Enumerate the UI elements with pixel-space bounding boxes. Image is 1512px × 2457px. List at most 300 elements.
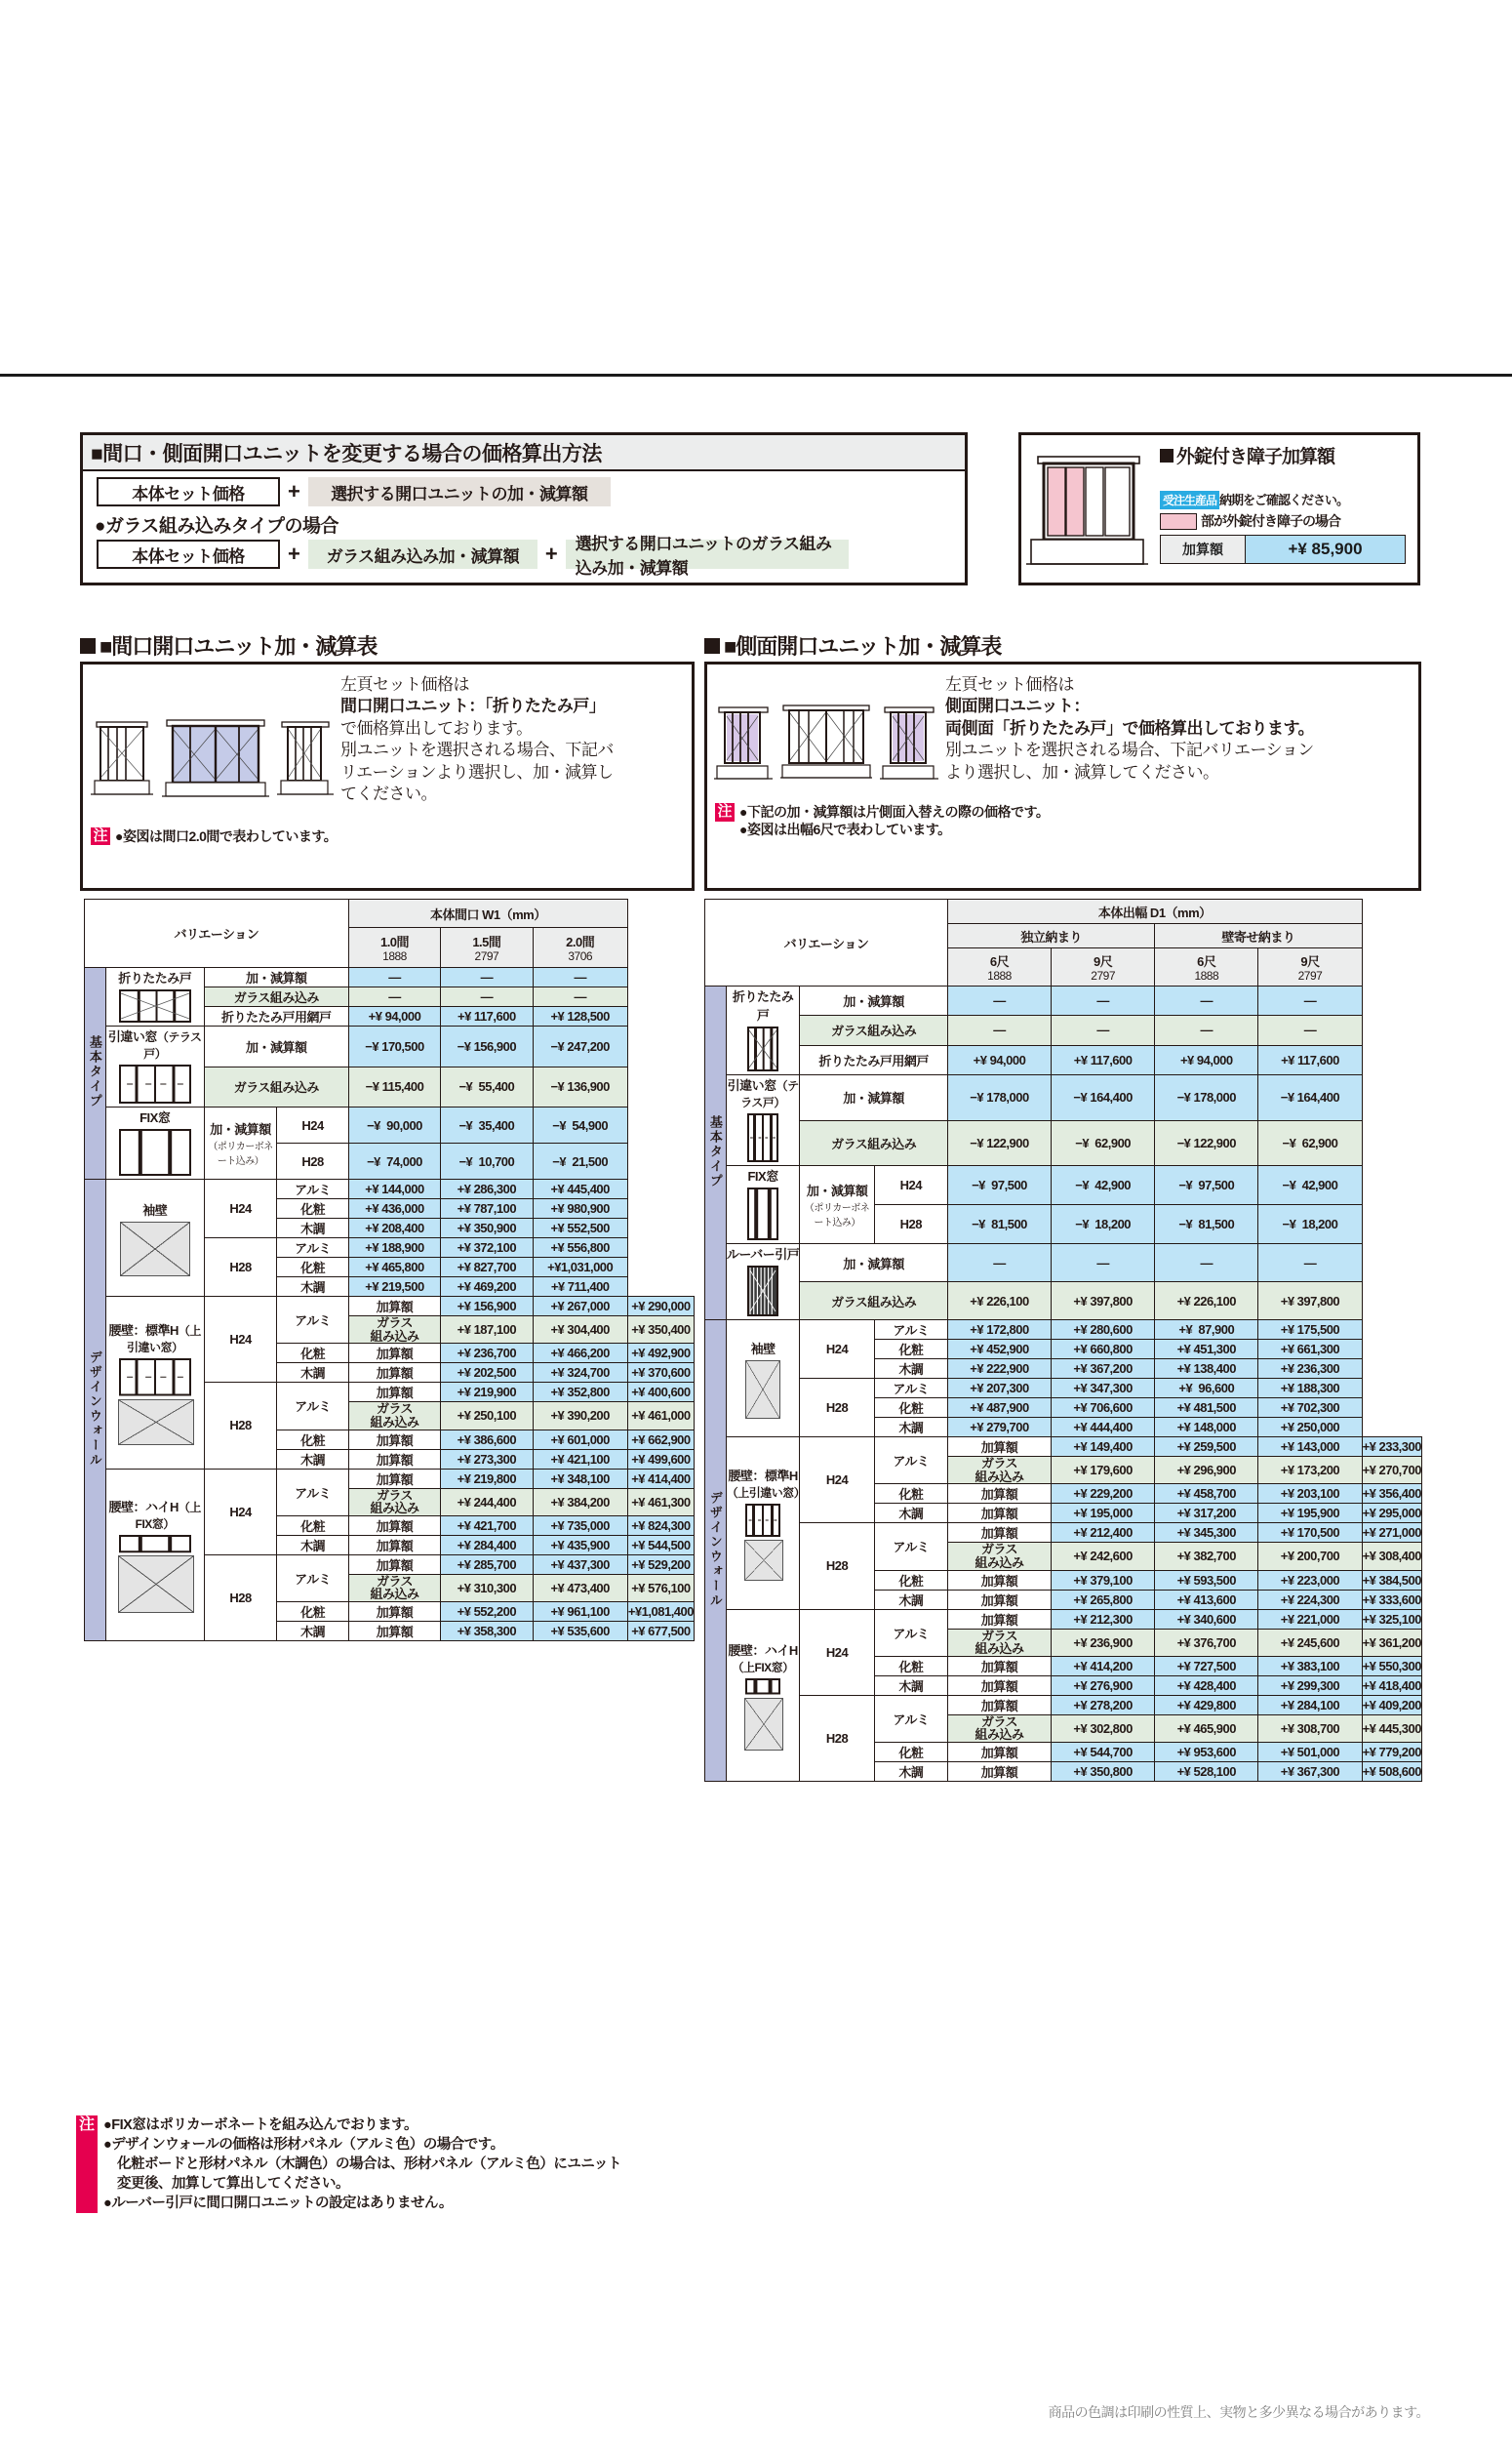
height-cell: H28 — [800, 1379, 874, 1437]
table-row — [705, 1609, 1422, 1629]
price-cell: +¥ 358,300 — [441, 1622, 533, 1641]
price-cell: +¥ 236,700 — [441, 1344, 533, 1363]
price-kind-label: ガラス組み込み — [800, 1282, 948, 1320]
price-cell: +¥ 501,000 — [1258, 1743, 1362, 1762]
variation-label: FIX窓 — [747, 1169, 778, 1184]
price-cell: +¥ 212,300 — [1052, 1609, 1155, 1629]
price-cell: +¥ 550,300 — [1362, 1656, 1421, 1675]
table-row — [85, 968, 695, 987]
price-cell: +¥ 340,600 — [1155, 1609, 1258, 1629]
price-kind-label: 加・減算額 — [800, 1075, 948, 1121]
price-cell: +¥ 296,900 — [1155, 1457, 1258, 1484]
height-cell: H24 — [204, 1469, 277, 1554]
variation-label: 引違い窓（テラス戸） — [107, 1029, 202, 1061]
price-cell: +¥ 117,600 — [1052, 1045, 1155, 1074]
price-cell: +¥ 333,600 — [1362, 1590, 1421, 1609]
price-cell: +¥ 435,900 — [533, 1535, 627, 1554]
right-intro-body — [707, 665, 1418, 789]
price-cell: +¥ 367,300 — [1258, 1762, 1362, 1782]
price-cell: +¥ 219,800 — [441, 1469, 533, 1488]
price-cell: −¥ 35,400 — [441, 1108, 533, 1144]
table-row — [705, 1244, 1422, 1282]
price-cell: +¥ 727,500 — [1155, 1656, 1258, 1675]
footnote-4: ●ルーバー引戸に間口開口ユニットの設定はありません。 — [103, 2195, 453, 2211]
price-cell: +¥1,081,400 — [627, 1602, 694, 1622]
price-kind-label: 加算額 — [947, 1762, 1051, 1782]
price-cell: — — [1258, 987, 1362, 1016]
band-basic-type: 基本タイプ — [705, 987, 727, 1320]
price-cell: +¥ 173,200 — [1258, 1457, 1362, 1484]
variation-label: 腰壁：ハイH（上FIX窓） — [728, 1643, 798, 1675]
price-kind-label: ガラス 組み込み — [348, 1316, 440, 1344]
height-cell: H24 — [800, 1609, 874, 1695]
price-cell: +¥ 452,900 — [947, 1340, 1051, 1359]
price-cell: +¥ 418,400 — [1362, 1675, 1421, 1695]
price-cell: +¥ 499,600 — [627, 1449, 694, 1469]
variation-label: FIX窓 — [139, 1110, 171, 1125]
table-row — [705, 1120, 1422, 1166]
price-cell: +¥ 138,400 — [1155, 1359, 1258, 1379]
price-cell: +¥ 980,900 — [533, 1199, 627, 1219]
price-kind-label: 加算額 — [947, 1570, 1051, 1590]
variation-label: 折りたたみ戸 — [732, 989, 794, 1023]
span-title-header: 本体間口 W1（mm） — [348, 900, 627, 928]
price-kind-label: 折りたたみ戸用網戸 — [204, 1007, 348, 1027]
variation-name-cell — [105, 1469, 204, 1641]
price-kind-label: 加算額 — [348, 1622, 440, 1641]
price-kind-label: ガラス 組み込み — [348, 1488, 440, 1515]
price-cell: +¥ 383,100 — [1258, 1656, 1362, 1675]
price-kind-label: 加算額 — [947, 1437, 1051, 1457]
price-cell: +¥ 535,600 — [533, 1622, 627, 1641]
price-cell: +¥ 376,700 — [1155, 1629, 1258, 1656]
price-cell: +¥ 179,600 — [1052, 1457, 1155, 1484]
price-cell: — — [1155, 987, 1258, 1016]
note-badge-left: 注 — [91, 827, 110, 846]
material-cell: 化粧 — [277, 1258, 348, 1277]
lead-time-text: 納期をご確認ください。 — [1219, 493, 1349, 507]
price-cell: +¥ 212,400 — [1052, 1523, 1155, 1543]
left-intro-note-row — [83, 824, 692, 846]
material-cell: 木調 — [874, 1504, 947, 1523]
material-cell: 木調 — [874, 1359, 947, 1379]
price-kind-label: ガラス 組み込み — [947, 1543, 1051, 1570]
price-cell: +¥ 397,800 — [1258, 1282, 1362, 1320]
price-cell: +¥ 379,100 — [1052, 1570, 1155, 1590]
table-row — [705, 1166, 1422, 1205]
price-cell: −¥ 178,000 — [947, 1075, 1051, 1121]
price-cell: −¥ 97,500 — [1155, 1166, 1258, 1205]
price-kind-label: ガラス 組み込み — [348, 1574, 440, 1601]
height-cell: H24 — [204, 1180, 277, 1238]
price-cell: +¥ 384,200 — [533, 1488, 627, 1515]
price-cell: +¥ 117,600 — [441, 1007, 533, 1027]
price-cell: +¥ 384,500 — [1362, 1570, 1421, 1590]
material-cell: 木調 — [277, 1622, 348, 1641]
price-cell: +¥ 466,200 — [533, 1344, 627, 1363]
price-cell: +¥ 299,300 — [1258, 1675, 1362, 1695]
price-cell: +¥ 310,300 — [441, 1574, 533, 1601]
chip-base-price-2: 本体セット価格 — [97, 540, 280, 569]
price-cell: +¥ 529,200 — [627, 1554, 694, 1574]
price-cell: — — [1155, 1016, 1258, 1045]
footnote-1: ●デザインウォールの価格は形材パネル（アルミ色）の場合です。 — [103, 2137, 504, 2153]
variation-label: 折りたたみ戸 — [118, 971, 192, 986]
span-title-header: 本体出幅 D1（mm） — [947, 900, 1362, 924]
price-cell: +¥ 96,600 — [1155, 1379, 1258, 1398]
material-cell: 化粧 — [277, 1430, 348, 1449]
price-cell: +¥ 304,400 — [533, 1316, 627, 1344]
price-kind-label: 加算額 — [947, 1609, 1051, 1629]
price-cell: — — [441, 987, 533, 1007]
price-cell: +¥ 325,100 — [1362, 1609, 1421, 1629]
price-cell: −¥ 97,500 — [947, 1166, 1051, 1205]
price-cell: — — [441, 968, 533, 987]
variation-header: バリエーション — [705, 900, 948, 987]
price-cell: +¥ 370,600 — [627, 1363, 694, 1383]
price-cell: +¥ 265,800 — [1052, 1590, 1155, 1609]
glass-type-heading: ●ガラス組み込みタイプの場合 — [95, 516, 338, 537]
price-cell: +¥ 188,900 — [348, 1238, 440, 1258]
price-cell: +¥ 390,200 — [533, 1402, 627, 1430]
price-cell: +¥ 188,300 — [1258, 1379, 1362, 1398]
price-cell: −¥ 21,500 — [533, 1144, 627, 1180]
price-kind-label: 加算額 — [947, 1656, 1051, 1675]
price-cell: +¥ 414,400 — [627, 1469, 694, 1488]
price-cell: +¥ 284,400 — [441, 1535, 533, 1554]
material-cell: アルミ — [277, 1238, 348, 1258]
variation-name-cell — [105, 968, 204, 1027]
price-cell: — — [533, 968, 627, 987]
price-cell: +¥ 465,800 — [348, 1258, 440, 1277]
price-cell: +¥ 824,300 — [627, 1515, 694, 1535]
price-cell: +¥ 473,400 — [533, 1574, 627, 1601]
group-header-b: 壁寄せ納まり — [1155, 924, 1362, 948]
price-kind-label: ガラス 組み込み — [947, 1714, 1051, 1742]
band-design-wall: デザインウォール — [85, 1180, 106, 1641]
height-cell: H24 — [874, 1166, 947, 1205]
plus-operator-3: + — [544, 542, 558, 566]
price-cell: +¥ 144,000 — [348, 1180, 440, 1199]
left-intro-body — [83, 665, 692, 806]
material-cell: 化粧 — [874, 1743, 947, 1762]
price-calculation-title: ■間口・側面開口ユニットを変更する場合の価格算出方法 — [83, 435, 965, 471]
price-cell: — — [947, 1016, 1051, 1045]
table-row — [85, 1108, 695, 1144]
price-cell: +¥ 195,000 — [1052, 1504, 1155, 1523]
price-cell: +¥ 286,300 — [441, 1180, 533, 1199]
exterior-lock-shoji-box — [1018, 432, 1420, 585]
price-kind-label: ガラス組み込み — [204, 987, 348, 1007]
material-cell: 木調 — [277, 1219, 348, 1238]
material-cell: アルミ — [277, 1383, 348, 1430]
price-cell: +¥ 576,100 — [627, 1574, 694, 1601]
material-cell: アルミ — [277, 1469, 348, 1515]
price-cell: +¥ 94,000 — [1155, 1045, 1258, 1074]
material-cell: 木調 — [277, 1363, 348, 1383]
price-cell: +¥ 285,700 — [441, 1554, 533, 1574]
price-cell: +¥ 87,900 — [1155, 1320, 1258, 1340]
price-cell: −¥ 10,700 — [441, 1144, 533, 1180]
price-cell: +¥ 711,400 — [533, 1277, 627, 1297]
price-cell: +¥ 244,400 — [441, 1488, 533, 1515]
material-cell: 化粧 — [277, 1344, 348, 1363]
price-cell: +¥ 308,700 — [1258, 1714, 1362, 1742]
price-cell: −¥ 156,900 — [441, 1027, 533, 1067]
left-footnotes — [76, 2115, 700, 2213]
price-cell: +¥ 386,600 — [441, 1430, 533, 1449]
price-cell: −¥ 136,900 — [533, 1067, 627, 1108]
price-cell: +¥ 350,800 — [1052, 1762, 1155, 1782]
price-cell: +¥ 735,000 — [533, 1515, 627, 1535]
left-intro-line-2: で価格算出しております。 — [340, 718, 533, 738]
price-cell: +¥ 544,700 — [1052, 1743, 1155, 1762]
price-kind-label: 加算額 — [947, 1484, 1051, 1504]
price-kind-label: 加算額 — [348, 1363, 440, 1383]
price-kind-label: 加算額 — [348, 1554, 440, 1574]
price-kind-label: 加・減算額 — [800, 987, 948, 1016]
price-cell: +¥ 284,100 — [1258, 1695, 1362, 1714]
price-kind-label: 加算額 — [348, 1430, 440, 1449]
price-cell: +¥ 222,900 — [947, 1359, 1051, 1379]
price-cell: −¥ 18,200 — [1052, 1205, 1155, 1244]
price-cell: +¥ 367,200 — [1052, 1359, 1155, 1379]
price-kind-label: 折りたたみ戸用網戸 — [800, 1045, 948, 1074]
price-cell: +¥ 345,300 — [1155, 1523, 1258, 1543]
material-cell: 木調 — [874, 1590, 947, 1609]
material-cell: 木調 — [277, 1449, 348, 1469]
variation-label: 腰壁：ハイH（上FIX窓） — [108, 1499, 201, 1531]
price-kind-label: ガラス組み込み — [204, 1067, 348, 1108]
price-kind-label: ガラス組み込み — [800, 1120, 948, 1166]
table-row — [705, 1320, 1422, 1340]
price-cell: +¥ 361,200 — [1362, 1629, 1421, 1656]
price-cell: +¥ 236,300 — [1258, 1359, 1362, 1379]
price-cell: +¥ 677,500 — [627, 1622, 694, 1641]
variation-label: ルーバー引戸 — [726, 1247, 800, 1262]
material-cell: 化粧 — [874, 1570, 947, 1590]
material-cell: アルミ — [874, 1523, 947, 1570]
price-cell: −¥ 247,200 — [533, 1027, 627, 1067]
price-cell: +¥ 250,100 — [441, 1402, 533, 1430]
price-cell: +¥ 195,900 — [1258, 1504, 1362, 1523]
price-kind-label: ガラス 組み込み — [947, 1457, 1051, 1484]
price-cell: −¥ 54,900 — [533, 1108, 627, 1144]
price-kind-label: 加・減算額 （ポリカーボネート込み） — [204, 1108, 277, 1180]
price-cell: +¥ 226,100 — [947, 1282, 1051, 1320]
price-cell: +¥ 451,300 — [1155, 1340, 1258, 1359]
variation-label: 引違い窓（テラス戸） — [727, 1078, 799, 1109]
variation-label: 袖壁 — [750, 1341, 776, 1356]
price-cell: +¥ 271,000 — [1362, 1523, 1421, 1543]
price-cell: +¥ 270,700 — [1362, 1457, 1421, 1484]
right-intro-figures — [713, 674, 939, 789]
price-cell: +¥ 461,300 — [627, 1488, 694, 1515]
variation-name-cell — [726, 1437, 806, 1610]
price-cell: +¥ 347,300 — [1052, 1379, 1155, 1398]
price-cell: +¥ 702,300 — [1258, 1398, 1362, 1418]
price-cell: +¥ 172,800 — [947, 1320, 1051, 1340]
price-kind-label: 加・減算額 — [204, 1027, 348, 1067]
table-row — [705, 1282, 1422, 1320]
top-divider-rule — [0, 374, 1512, 377]
price-cell: +¥ 219,900 — [441, 1383, 533, 1402]
price-cell: +¥ 250,000 — [1258, 1418, 1362, 1437]
pink-swatch-line — [1160, 511, 1412, 531]
price-cell: −¥ 115,400 — [348, 1067, 440, 1108]
table-row — [705, 1379, 1422, 1398]
price-cell: — — [1052, 987, 1155, 1016]
price-cell: −¥ 122,900 — [1155, 1120, 1258, 1166]
price-cell: −¥ 81,500 — [1155, 1205, 1258, 1244]
price-cell: +¥ 226,100 — [1155, 1282, 1258, 1320]
price-cell: +¥ 660,800 — [1052, 1340, 1155, 1359]
square-bullet-icon-right — [704, 638, 720, 654]
price-cell: +¥ 280,600 — [1052, 1320, 1155, 1340]
price-cell: +¥ 348,100 — [533, 1469, 627, 1488]
variation-header: バリエーション — [85, 900, 349, 968]
price-cell: +¥ 601,000 — [533, 1430, 627, 1449]
price-cell: +¥ 445,400 — [533, 1180, 627, 1199]
price-cell: +¥ 465,900 — [1155, 1714, 1258, 1742]
price-cell: +¥ 437,300 — [533, 1554, 627, 1574]
price-cell: — — [348, 987, 440, 1007]
price-cell: +¥ 421,700 — [441, 1515, 533, 1535]
col-header-2: 2.0間 3706 — [533, 928, 627, 968]
price-kind-label: 加算額 — [947, 1743, 1051, 1762]
price-cell: +¥ 421,100 — [533, 1449, 627, 1469]
table-row — [705, 1075, 1422, 1121]
chip-unit-adjust: 選択する開口ユニットの加・減算額 — [308, 477, 611, 506]
made-to-order-badge: 受注生産品 — [1160, 491, 1219, 509]
price-kind-label: 加算額 — [947, 1675, 1051, 1695]
right-intro-line-2: 両側面「折りたたみ戸」で価格算出しております。 — [945, 718, 1315, 738]
variation-name-cell — [105, 1180, 204, 1297]
material-cell: 化粧 — [874, 1340, 947, 1359]
left-section-title-text: ■間口開口ユニット加・減算表 — [99, 634, 378, 659]
calc-formula-row-1 — [83, 471, 965, 506]
price-cell: +¥ 233,300 — [1362, 1437, 1421, 1457]
price-cell: +¥ 556,800 — [533, 1238, 627, 1258]
price-kind-label: 加算額 — [348, 1383, 440, 1402]
price-cell: +¥ 207,300 — [947, 1379, 1051, 1398]
price-cell: +¥ 469,200 — [441, 1277, 533, 1297]
plus-operator-2: + — [288, 542, 300, 566]
made-to-order-line — [1160, 490, 1412, 509]
price-kind-label: 加算額 — [947, 1695, 1051, 1714]
price-cell: +¥ 787,100 — [441, 1199, 533, 1219]
lock-box-title: 外錠付き障子加算額 — [1160, 442, 1412, 468]
price-cell: +¥ 706,600 — [1052, 1398, 1155, 1418]
price-cell: +¥ 552,200 — [441, 1602, 533, 1622]
material-cell: アルミ — [277, 1554, 348, 1601]
right-section-title-text: ■側面開口ユニット加・減算表 — [724, 634, 1002, 659]
price-cell: +¥ 593,500 — [1155, 1570, 1258, 1590]
price-cell: +¥ 461,000 — [627, 1402, 694, 1430]
price-calculation-box — [80, 432, 968, 585]
price-cell: +¥ 273,300 — [441, 1449, 533, 1469]
price-cell: +¥ 308,400 — [1362, 1543, 1421, 1570]
price-cell: −¥ 55,400 — [441, 1067, 533, 1108]
right-intro-notes — [739, 803, 1049, 838]
footnote-lines — [103, 2115, 621, 2213]
price-cell: — — [1258, 1016, 1362, 1045]
price-cell: +¥ 508,600 — [1362, 1762, 1421, 1782]
price-kind-label: 加算額 — [348, 1449, 440, 1469]
price-cell: +¥ 382,700 — [1155, 1543, 1258, 1570]
material-cell: アルミ — [874, 1695, 947, 1742]
footnote-2: 化粧ボードと形材パネル（木調色）の場合は、形材パネル（アルミ色）にユニット — [103, 2156, 621, 2172]
material-cell: 化粧 — [277, 1602, 348, 1622]
price-cell: +¥ 245,600 — [1258, 1629, 1362, 1656]
left-intro-line-0: 左頁セット価格は — [340, 675, 469, 694]
col-header-1: 1.5間 2797 — [441, 928, 533, 968]
price-cell: +¥ 444,400 — [1052, 1418, 1155, 1437]
price-cell: +¥ 94,000 — [947, 1045, 1051, 1074]
price-kind-label: 加算額 — [348, 1297, 440, 1316]
variation-name-cell — [726, 1075, 800, 1166]
left-intro-figures — [89, 674, 335, 806]
right-intro-text — [939, 674, 1314, 789]
price-cell: +¥ 953,600 — [1155, 1743, 1258, 1762]
variation-name-cell — [105, 1027, 204, 1108]
variation-name-cell — [726, 1166, 800, 1244]
plus-operator-1: + — [288, 479, 300, 503]
price-kind-label: 加算額 — [348, 1344, 440, 1363]
price-cell: +¥ 544,500 — [627, 1535, 694, 1554]
note-badge-right: 注 — [715, 803, 735, 822]
price-cell: +¥ 317,200 — [1155, 1504, 1258, 1523]
pink-color-swatch — [1160, 513, 1197, 530]
price-cell: −¥ 81,500 — [947, 1205, 1051, 1244]
height-cell: H28 — [800, 1523, 874, 1609]
left-intro-line-1: 間口開口ユニット：「折りたたみ戸」 — [340, 697, 606, 716]
height-cell: H28 — [800, 1695, 874, 1781]
height-cell: H28 — [277, 1144, 348, 1180]
right-intro-note-1: ●姿図は出幅6尺で表わしています。 — [739, 822, 951, 838]
height-cell: H28 — [204, 1238, 277, 1297]
variation-label: 腰壁：標準H（上引違い窓） — [726, 1468, 806, 1500]
price-cell: +¥ 372,100 — [441, 1238, 533, 1258]
price-cell: +¥ 295,000 — [1362, 1504, 1421, 1523]
col-header-3: 9尺 2797 — [1258, 948, 1362, 987]
band-basic-type: 基本タイプ — [85, 968, 106, 1180]
table-row — [85, 1297, 695, 1316]
price-cell: — — [1052, 1244, 1155, 1282]
price-cell: +¥ 662,900 — [627, 1430, 694, 1449]
table-row — [705, 1016, 1422, 1045]
price-cell: −¥ 178,000 — [1155, 1075, 1258, 1121]
price-cell: −¥ 90,000 — [348, 1108, 440, 1144]
height-cell: H24 — [800, 1437, 874, 1523]
note-badge-footnote: 注 — [76, 2115, 98, 2213]
left-intro-line-5: てください。 — [340, 785, 437, 804]
price-cell: — — [947, 987, 1051, 1016]
chip-unit-glass-adjust: 選択する開口ユニットのガラス組み込み加・減算額 — [566, 540, 849, 569]
price-cell: +¥ 302,800 — [1052, 1714, 1155, 1742]
table-row — [705, 1045, 1422, 1074]
variation-name-cell — [105, 1108, 204, 1180]
price-cell: +¥ 661,300 — [1258, 1340, 1362, 1359]
price-cell: +¥ 278,200 — [1052, 1695, 1155, 1714]
price-cell: +¥ 436,000 — [348, 1199, 440, 1219]
right-intro-line-0: 左頁セット価格は — [945, 675, 1074, 694]
lock-shoji-illustration — [1021, 435, 1158, 583]
col-header-0: 1.0間 1888 — [348, 928, 440, 968]
table-row — [705, 1437, 1422, 1457]
material-cell: アルミ — [874, 1609, 947, 1656]
price-kind-label: 加算額 — [348, 1535, 440, 1554]
